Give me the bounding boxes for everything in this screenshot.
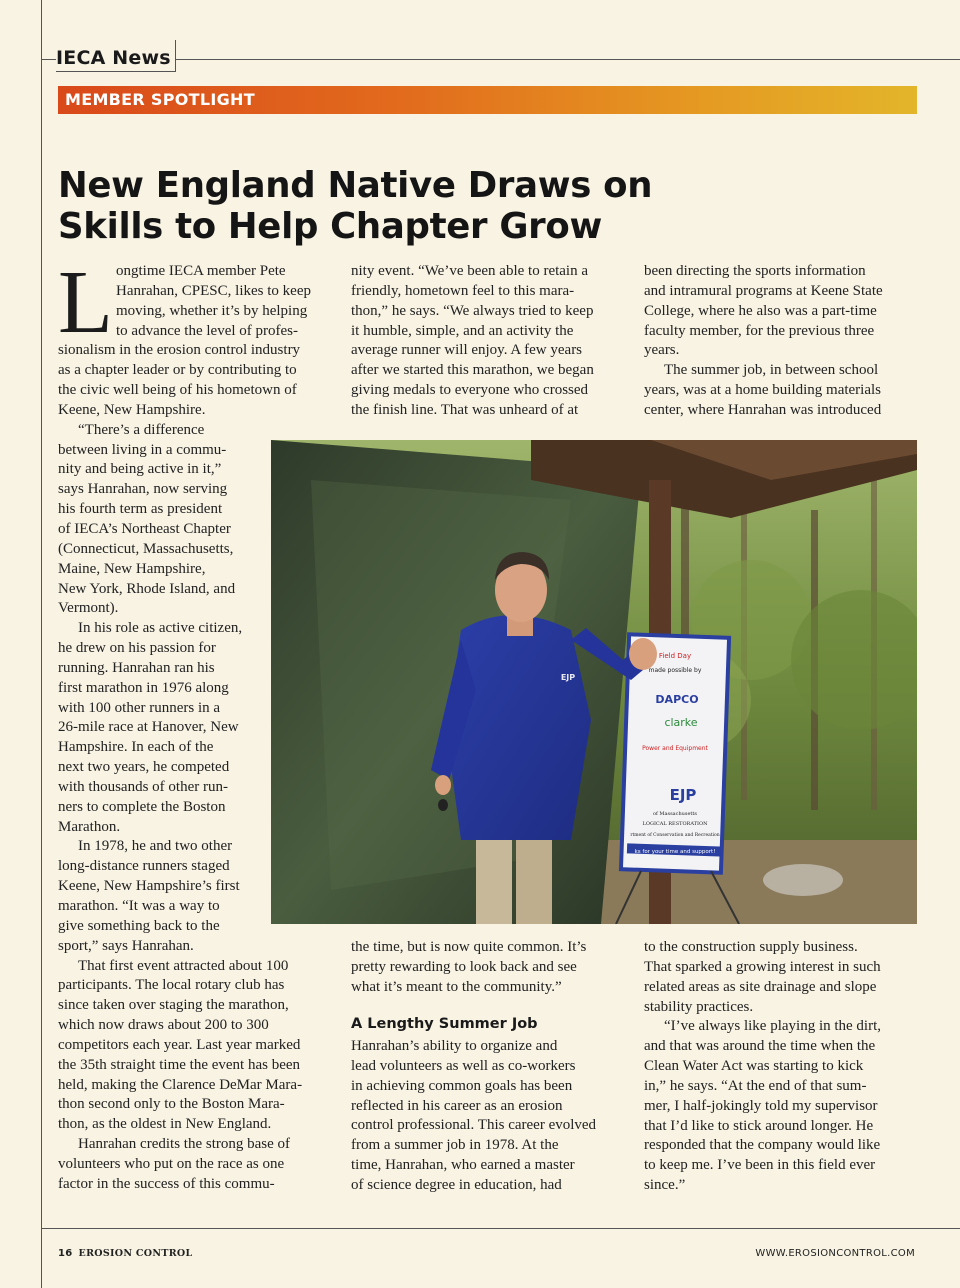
text-line: Hanrahan’s ability to organize and (351, 1038, 558, 1054)
text-line: years. (644, 342, 680, 359)
text-line: the finish line. That was unheard of at (351, 401, 579, 418)
column-2-top (351, 262, 594, 421)
text-line: Keene, New Hampshire. (58, 401, 206, 418)
text-line: first marathon in 1976 along (58, 679, 229, 696)
text-line: the civic well being of his hometown of (58, 382, 297, 399)
text-line: to keep me. I’ve been in this field ever (644, 1157, 876, 1174)
text-line: center, where Hanrahan was introduced (644, 401, 882, 418)
text-line: and that was around the time when the (644, 1038, 876, 1055)
text-line: That sparked a growing interest in such (644, 958, 881, 975)
headline-line-2: Skills to Help Chapter Grow (58, 206, 602, 247)
text-line: Hanrahan credits the strong base of (78, 1136, 291, 1153)
column-3-bottom (644, 938, 881, 1196)
text-line: of IECA’s Northeast Chapter (58, 520, 231, 537)
jacket-logo: EJP (560, 673, 576, 682)
text-line: sport,” says Hanrahan. (58, 937, 194, 954)
text-line: volunteers who put on the race as one (58, 1155, 285, 1172)
text-line: In 1978, he and two other (78, 838, 233, 855)
text-line: participants. The local rotary club has (58, 977, 285, 994)
text-line: years, was at a home building materials (644, 382, 882, 399)
text-line: competitors each year. Last year marked (58, 1036, 301, 1053)
text-line: giving medals to everyone who crossed (351, 382, 589, 399)
text-line: 26-mile race at Hanover, New (58, 719, 239, 736)
banner-label: MEMBER SPOTLIGHT (65, 90, 255, 109)
text-line: stability practices. (644, 998, 754, 1015)
text-line: The summer job, in between school (664, 362, 879, 379)
sign-line-7: of Massachusetts (652, 811, 698, 817)
article-headline (58, 165, 758, 247)
article-photo (271, 440, 917, 924)
photo-illustration (271, 440, 917, 924)
text-line: between living in a commu- (58, 441, 227, 458)
text-line: been directing the sports information (644, 263, 866, 279)
text-line: mer, I half-jokingly told my supervisor (644, 1097, 878, 1114)
text-line: Marathon. (58, 818, 121, 835)
text-line: in achieving common goals has been (351, 1077, 573, 1094)
subhead: A Lengthy Summer Job (351, 1016, 538, 1032)
text-line: nity event. “We’ve been able to retain a (351, 263, 589, 279)
text-line: since.” (644, 1177, 686, 1194)
text-line: College, where he also was a part-time (644, 302, 877, 319)
text-line: the time, but is now quite common. It’s (351, 939, 587, 955)
column-3-top (644, 262, 883, 421)
text-line: Hampshire. In each of the (58, 739, 214, 756)
text-line: ners to complete the Boston (58, 798, 226, 815)
sign-line-8: LOGICAL RESTORATION (642, 821, 708, 827)
text-line: it humble, simple, and an activity the (351, 322, 574, 339)
sign-line-6: EJP (669, 786, 697, 804)
text-line: he drew on his passion for (58, 640, 216, 657)
text-line: in,” he says. “At the end of that sum- (644, 1077, 867, 1094)
text-line: friendly, hometown feel to this mara- (351, 282, 575, 299)
column-2-bottom (351, 938, 586, 998)
text-line: time, Hanrahan, who earned a master (351, 1157, 575, 1174)
magazine-name: EROSION CONTROL (78, 1248, 193, 1259)
text-line: Keene, New Hampshire’s first (58, 878, 240, 895)
text-line: next two years, he competed (58, 759, 230, 776)
left-margin-rule (41, 0, 42, 1288)
text-line: which now draws about 200 to 300 (58, 1017, 269, 1034)
text-line: average runner will enjoy. A few years (351, 342, 583, 359)
sign-line-1: Field Day (658, 652, 692, 660)
text-line: (Connecticut, Massachusetts, (58, 540, 234, 557)
text-line: and intramural programs at Keene State (644, 282, 883, 299)
member-spotlight-banner (58, 86, 917, 114)
text-line: says Hanrahan, now serving (58, 481, 228, 498)
text-line: Maine, New Hampshire, (58, 560, 206, 577)
footer-folio (58, 1248, 192, 1259)
text-line: thon,” he says. “We always tried to keep (351, 302, 594, 319)
text-line: thon second only to the Boston Mara- (58, 1096, 285, 1113)
footer-rule (41, 1228, 960, 1229)
text-line: That first event attracted about 100 (78, 957, 289, 974)
text-line: ongtime IECA member Pete (116, 263, 286, 279)
text-line: “There’s a difference (78, 421, 205, 438)
text-line: pretty rewarding to look back and see (351, 958, 577, 975)
text-line: with thousands of other run- (58, 778, 228, 795)
drop-cap: L (58, 253, 113, 352)
text-line: New York, Rhode Island, and (58, 580, 236, 597)
text-line: Clean Water Act was starting to kick (644, 1058, 864, 1075)
section-label: IECA News (56, 40, 176, 72)
text-line: reflected in his career as an erosion (351, 1097, 563, 1114)
text-line: lead volunteers as well as co-workers (351, 1057, 576, 1074)
footer-url: WWW.EROSIONCONTROL.COM (755, 1248, 915, 1259)
sign-line-4: clarke (664, 716, 698, 729)
text-line: marathon. “It was a way to (58, 898, 220, 915)
sign-line-10: ks for your time and support! (634, 849, 716, 855)
text-line: thon, as the oldest in New England. (58, 1116, 272, 1133)
text-line: sionalism in the erosion control industry (58, 342, 301, 359)
text-line: “I’ve always like playing in the dirt, (664, 1018, 882, 1035)
column-1-body (58, 341, 302, 1194)
text-line: give something back to the (58, 917, 220, 934)
column-2-after-subhead (351, 1037, 596, 1196)
text-line: Hanrahan, CPESC, likes to keep (116, 282, 311, 299)
text-line: nity and being active in it,” (58, 461, 222, 478)
text-line: since taken over staging the marathon, (58, 997, 289, 1014)
sign-line-9: rtment of Conservation and Recreation (630, 833, 720, 838)
text-line: responded that the company would like (644, 1137, 881, 1154)
text-line: moving, whether it’s by helping (116, 302, 308, 319)
text-line: with 100 other runners in a (58, 699, 221, 716)
text-line: factor in the success of this commu- (58, 1175, 275, 1192)
headline-line-1: New England Native Draws on (58, 165, 653, 206)
text-line: running. Hanrahan ran his (58, 659, 215, 676)
text-line: that I’d like to stick around longer. He (644, 1117, 874, 1134)
text-line: long-distance runners staged (58, 858, 230, 875)
text-line: related areas as site drainage and slope (644, 978, 877, 995)
text-line: held, making the Clarence DeMar Mara- (58, 1076, 303, 1093)
text-line: Vermont). (58, 600, 119, 617)
text-line: what it’s meant to the community.” (351, 978, 562, 995)
text-line: after we started this marathon, we began (351, 362, 594, 379)
sign-line-3: DAPCO (655, 693, 699, 706)
text-line: faculty member, for the previous three (644, 322, 875, 339)
page-number: 16 (58, 1248, 73, 1259)
column-1-intro (116, 262, 311, 341)
sign-line-5: Power and Equipment (642, 745, 708, 752)
text-line: his fourth term as president (58, 501, 223, 518)
text-line: to advance the level of profes- (116, 322, 298, 339)
text-line: control professional. This career evolved (351, 1117, 597, 1134)
text-line: In his role as active citizen, (78, 620, 243, 637)
text-line: to the construction supply business. (644, 939, 858, 955)
text-line: from a summer job in 1978. At the (351, 1137, 559, 1154)
sign-line-2: made possible by (648, 667, 702, 674)
text-line: the 35th straight time the event has been (58, 1056, 301, 1073)
text-line: of science degree in education, had (351, 1176, 562, 1193)
header-rule (41, 59, 960, 60)
text-line: as a chapter leader or by contributing to (58, 362, 297, 379)
